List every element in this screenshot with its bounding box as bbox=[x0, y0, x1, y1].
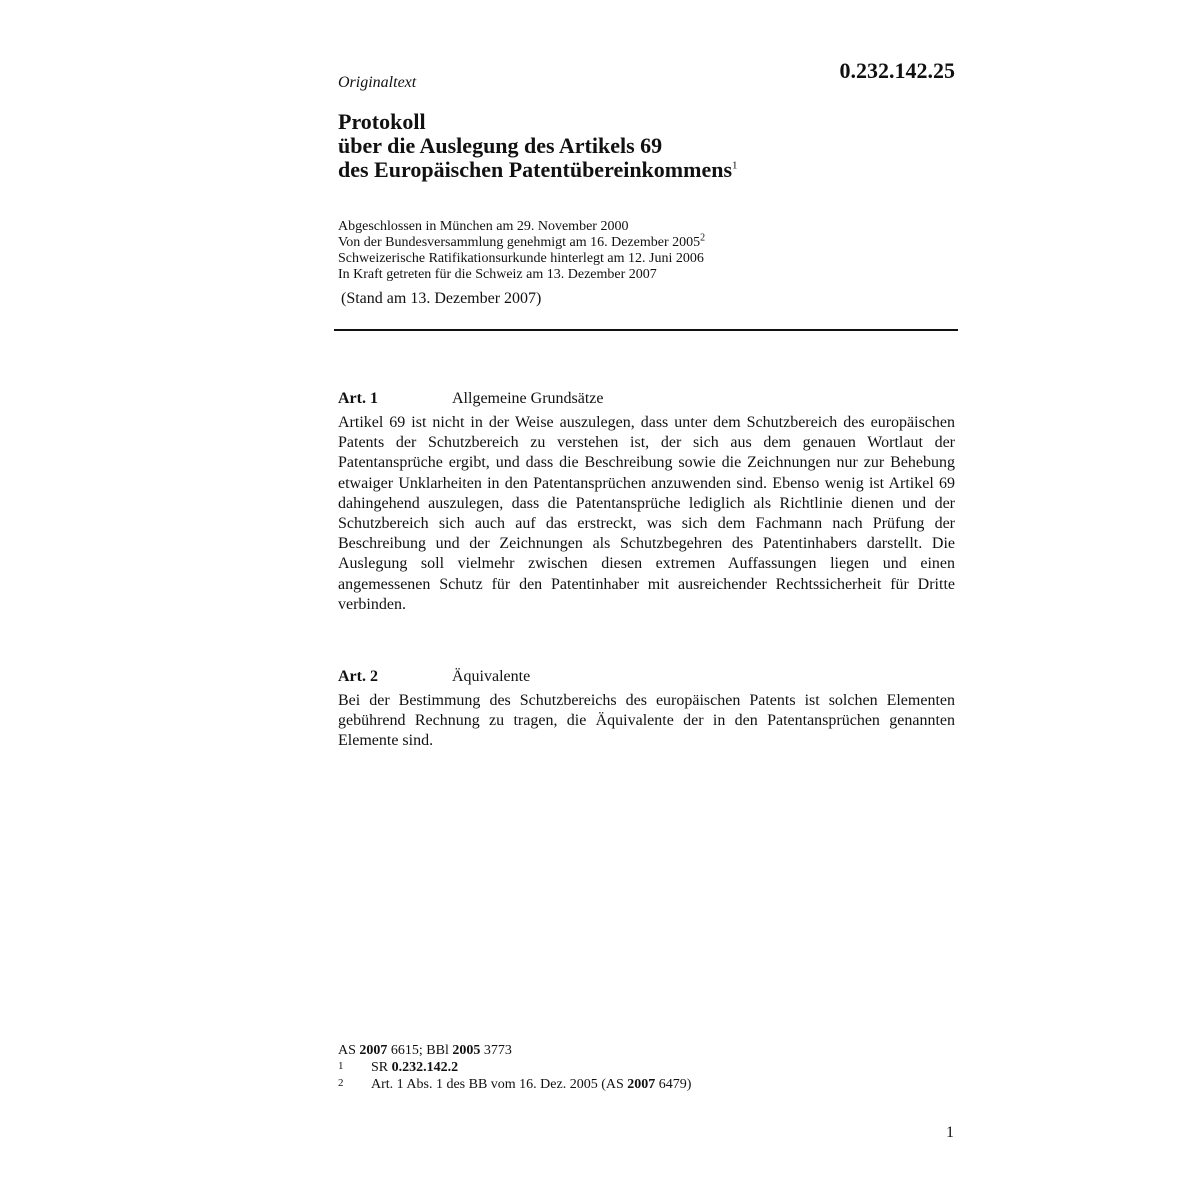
footnotes bbox=[338, 1042, 958, 1093]
meta-approved: Von der Bundesversammlung genehmigt am 16. Dezember 2005$^2$ bbox=[338, 232, 706, 250]
article-2 bbox=[338, 667, 955, 752]
footnote-text: SR 0.232.142.2 bbox=[371, 1060, 459, 1075]
page-number: 1 bbox=[946, 1124, 954, 1141]
title-line-2: über die Auslegung des Artikels 69 bbox=[338, 133, 663, 158]
footnote-number: 2 bbox=[338, 1077, 344, 1089]
meta-ratification: Schweizerische Ratifikationsurkunde hinterlegt am 12. Juni 2006 bbox=[338, 251, 704, 266]
article-heading bbox=[338, 389, 955, 411]
article-heading bbox=[338, 667, 955, 689]
footnote-number: 1 bbox=[338, 1060, 344, 1072]
meta-in-force: In Kraft getreten für die Schweiz am 13. Dezember 2007 bbox=[338, 267, 657, 282]
article-title: Äquivalente bbox=[452, 668, 531, 685]
footnote-text: Art. 1 Abs. 1 des BB vom 16. Dez. 2005 (AS 2007 6479) bbox=[371, 1077, 692, 1092]
title-line-3: des Europäischen Patentübereinkommens bbox=[338, 157, 733, 182]
meta-concluded: Abgeschlossen in München am 29. November 2000 bbox=[338, 219, 629, 234]
originaltext-label: Originaltext bbox=[338, 74, 417, 91]
document-metadata bbox=[338, 219, 958, 283]
meta-footnote-ref[interactable]: 2 bbox=[700, 232, 706, 244]
article-text: Bei der Bestimmung des Schutzbereichs des europäischen Patents ist solchen Elementen gebührend Rechnung zu tragen, die Äquivalente der in den Patentansprüchen genannten Elemente sind. bbox=[338, 692, 955, 750]
footnote-2 bbox=[338, 1076, 958, 1093]
header-rule bbox=[334, 329, 958, 331]
article-number: Art. 1 bbox=[338, 390, 378, 407]
sr-number: 0.232.142.25 bbox=[839, 58, 955, 83]
title-line-1: Protokoll bbox=[338, 109, 426, 134]
article-title: Allgemeine Grundsätze bbox=[452, 390, 604, 407]
title-footnote-ref[interactable]: 1 bbox=[732, 159, 738, 172]
article-text: Artikel 69 ist nicht in der Weise auszulegen, dass unter dem Schutzbereich des europäischen Patents der Schutzbereich zu verstehen ist, der sich aus dem genauen Wortlaut der Patentansprüche ergibt, und dass die Beschreibung sowie die Zeichnungen nur zur Behebung etwaiger Unklarheiten in den Patentansprüchen anzuwenden sind. Ebenso wenig ist Artikel 69 dahingehend auszulegen, dass die Patentansprüche lediglich als Richtlinie dienen und der Schutzbereich sich auch auf das erstreckt, was sich dem Fachmann nach Prüfung der Beschreibung und der Zeichnungen als Schutzbegehren des Patentinhabers darstellt. Die Auslegung soll vielmehr zwischen diesen extremen Auffassungen liegen und einen angemessenen Schutz für den Patentinhaber mit ausreichender Rechtssicherheit für Dritte verbinden. bbox=[338, 414, 955, 613]
stand-date: (Stand am 13. Dezember 2007) bbox=[341, 290, 542, 307]
document-title bbox=[338, 110, 958, 182]
footnote-1 bbox=[338, 1059, 958, 1076]
publication-reference: AS 2007 6615; BBl 2005 3773 bbox=[338, 1043, 512, 1058]
article-1 bbox=[338, 389, 955, 615]
article-number: Art. 2 bbox=[338, 668, 378, 685]
